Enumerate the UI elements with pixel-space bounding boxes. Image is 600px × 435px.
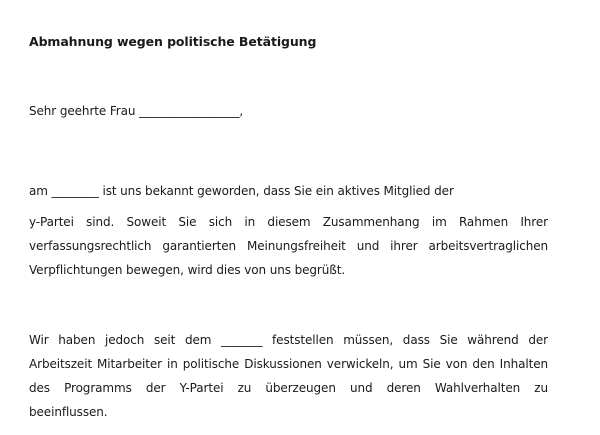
paragraph-line: Verpflichtungen bewegen, wird dies von uns begrüßt. [29,263,346,277]
document-title: Abmahnung wegen politische Betätigung [29,34,317,49]
paragraph-line: y-Partei sind. Soweit Sie sich in diesem Zusammenhang im Rahmen Ihrer [29,215,548,229]
salutation-line: Sehr geehrte Frau _________________, [29,104,244,118]
intro-line: am ________ ist uns bekannt geworden, dass Sie ein aktives Mitglied der [29,184,454,198]
paragraph-line: Arbeitszeit Mitarbeiter in politische Diskussionen verwickeln, um Sie von den Inhalten [29,357,548,371]
paragraph-line: Wir haben jedoch seit dem _______ feststellen müssen, dass Sie während der [29,333,548,347]
paragraph-line: verfassungsrechtlich garantierten Meinungsfreiheit und ihrer arbeitsvertraglichen [29,239,548,253]
paragraph-violation [29,328,548,424]
paragraph-line: beeinflussen. [29,405,108,419]
paragraph-line: des Programms der Y-Partei zu überzeugen und deren Wahlverhalten zu [29,381,548,395]
paragraph-membership [29,210,548,282]
